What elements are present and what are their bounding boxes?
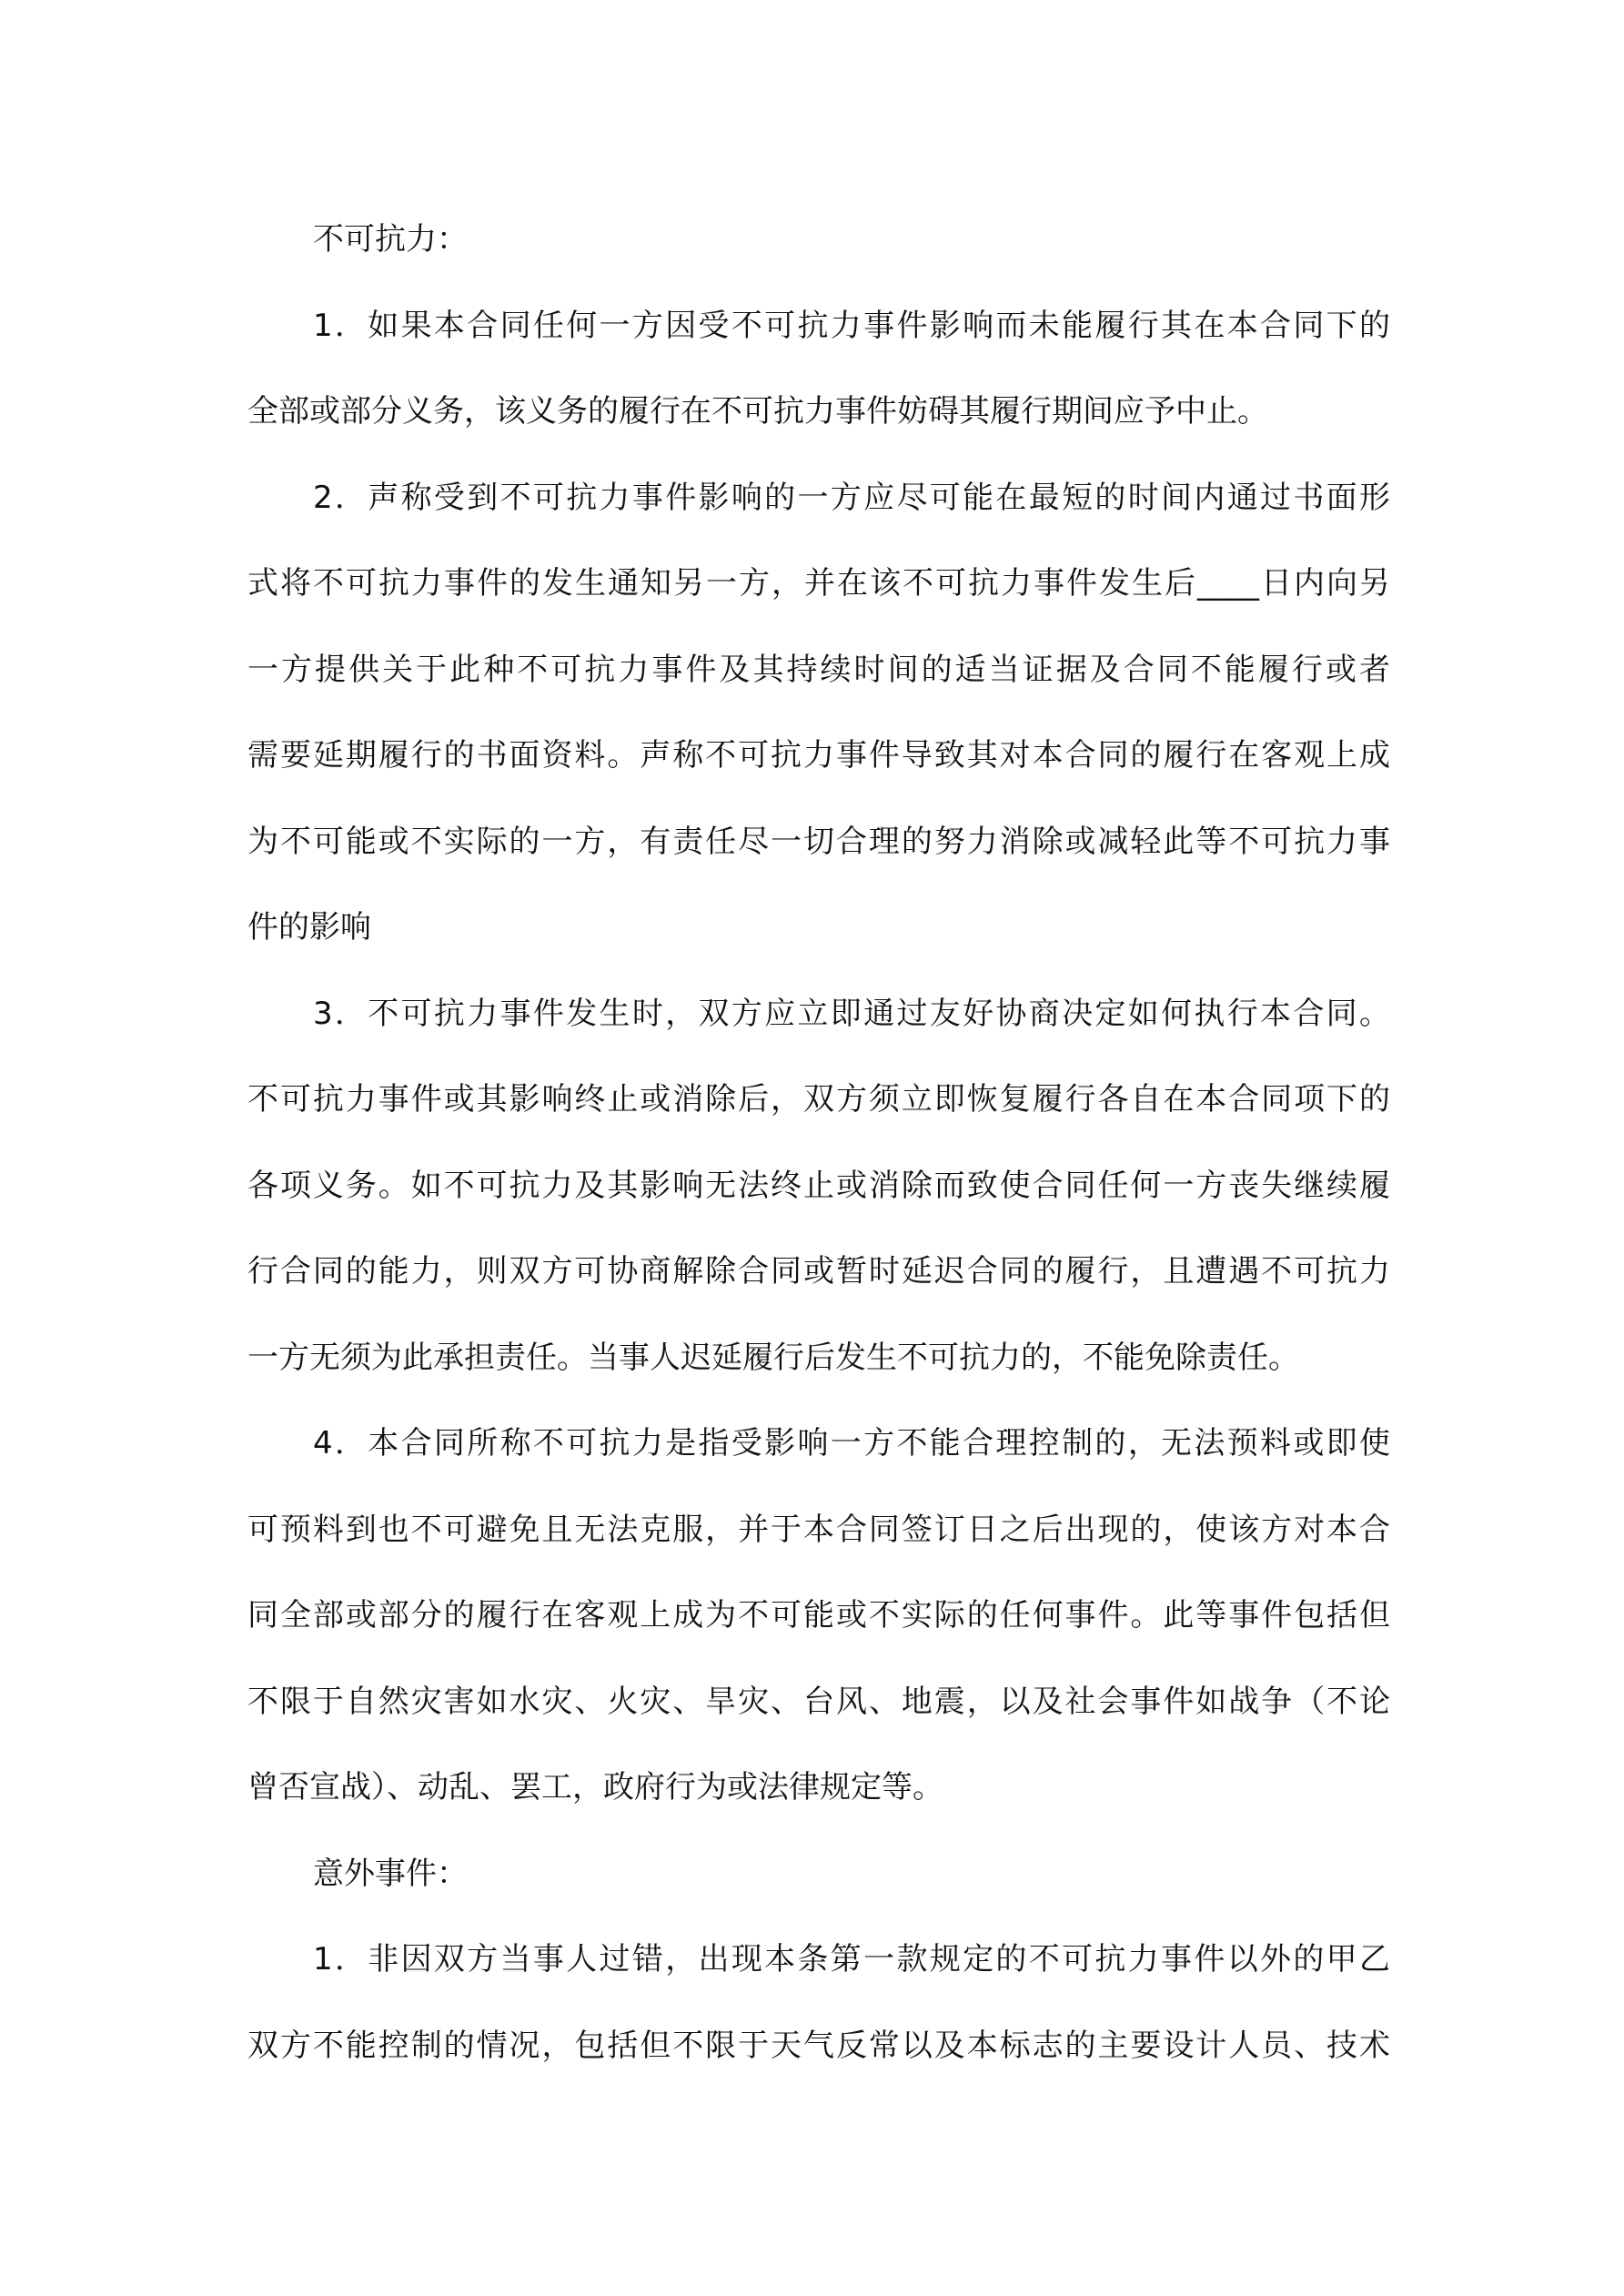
clause-4-line-3: 同全部或部分的履行在客观上成为不可能或不实际的任何事件。此等事件包括但 <box>247 1597 1390 1633</box>
clause-2-line-2: 式将不可抗力事件的发生通知另一方，并在该不可抗力事件发生后____日内向另 <box>247 565 1390 602</box>
clause-2-line-5: 为不可能或不实际的一方，有责任尽一切合理的努力消除或减轻此等不可抗力事 <box>247 824 1390 860</box>
heading-accident: 意外事件： <box>313 1856 468 1892</box>
clause-2-line-3: 一方提供关于此种不可抗力事件及其持续时间的适当证据及合同不能履行或者 <box>247 652 1390 688</box>
clause-1-line-2: 全部或部分义务，该义务的履行在不可抗力事件妨碍其履行期间应予中止。 <box>247 393 1268 430</box>
clause-4-line-4: 不限于自然灾害如水灾、火灾、旱灾、台风、地震，以及社会事件如战争（不论 <box>247 1684 1390 1720</box>
accident-clause-1-line-2: 双方不能控制的情况，包括但不限于天气反常以及本标志的主要设计人员、技术 <box>247 2028 1390 2064</box>
clause-3-line-2: 不可抗力事件或其影响终止或消除后，双方须立即恢复履行各自在本合同项下的 <box>247 1081 1390 1118</box>
clause-3-line-5: 一方无须为此承担责任。当事人迟延履行后发生不可抗力的，不能免除责任。 <box>247 1340 1299 1376</box>
clause-1-line-1: 1．如果本合同任何一方因受不可抗力事件影响而未能履行其在本合同下的 <box>313 308 1390 344</box>
clause-4-line-2: 可预料到也不可避免且无法克服，并于本合同签订日之后出现的，使该方对本合 <box>247 1512 1390 1548</box>
clause-2-line-4: 需要延期履行的书面资料。声称不可抗力事件导致其对本合同的履行在客观上成 <box>247 737 1390 774</box>
clause-2-line-6: 件的影响 <box>247 909 371 946</box>
clause-3-line-1: 3．不可抗力事件发生时，双方应立即通过友好协商决定如何执行本合同。 <box>313 996 1390 1032</box>
clause-3-line-4: 行合同的能力，则双方可协商解除合同或暂时延迟合同的履行，且遭遇不可抗力 <box>247 1253 1390 1290</box>
clause-4-line-5: 曾否宣战）、动乱、罢工，政府行为或法律规定等。 <box>247 1769 943 1805</box>
clause-2-line-1: 2．声称受到不可抗力事件影响的一方应尽可能在最短的时间内通过书面形 <box>313 480 1390 516</box>
heading-force-majeure: 不可抗力： <box>313 221 468 258</box>
accident-clause-1-line-1: 1．非因双方当事人过错，出现本条第一款规定的不可抗力事件以外的甲乙 <box>313 1941 1390 1977</box>
clause-4-line-1: 4．本合同所称不可抗力是指受影响一方不能合理控制的，无法预料或即使 <box>313 1425 1390 1462</box>
clause-3-line-3: 各项义务。如不可抗力及其影响无法终止或消除而致使合同任何一方丧失继续履 <box>247 1168 1390 1204</box>
